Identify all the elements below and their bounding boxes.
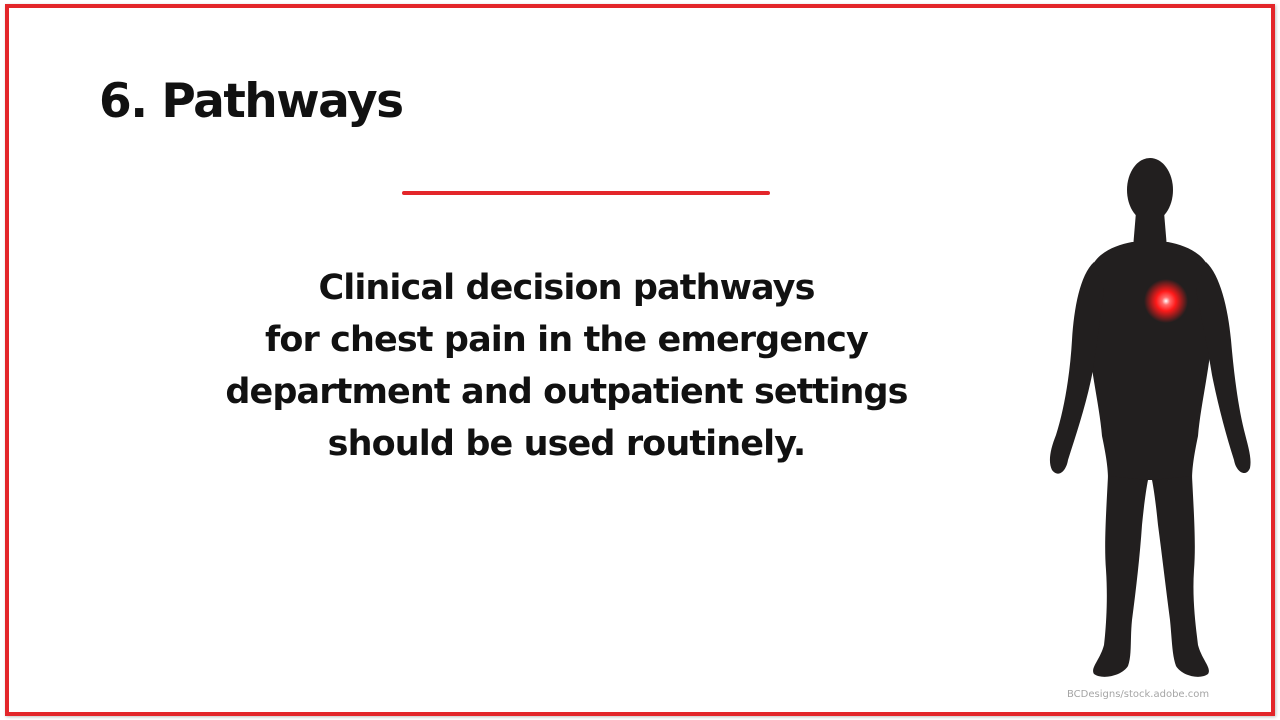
- body-line-4: should be used routinely.: [327, 424, 806, 464]
- body-silhouette: [1050, 158, 1251, 677]
- body-line-3: department and outpatient settings: [225, 372, 908, 412]
- image-credit: BCDesigns/stock.adobe.com: [1067, 689, 1210, 700]
- chest-pain-marker: [1144, 279, 1188, 323]
- human-silhouette-chest-pain-icon: [1036, 150, 1260, 685]
- slide-title: 6. Pathways: [99, 74, 403, 129]
- body-statement: [170, 262, 963, 470]
- body-line-1: Clinical decision pathways: [318, 268, 815, 308]
- body-line-2: for chest pain in the emergency: [265, 320, 868, 360]
- title-divider: [402, 191, 770, 195]
